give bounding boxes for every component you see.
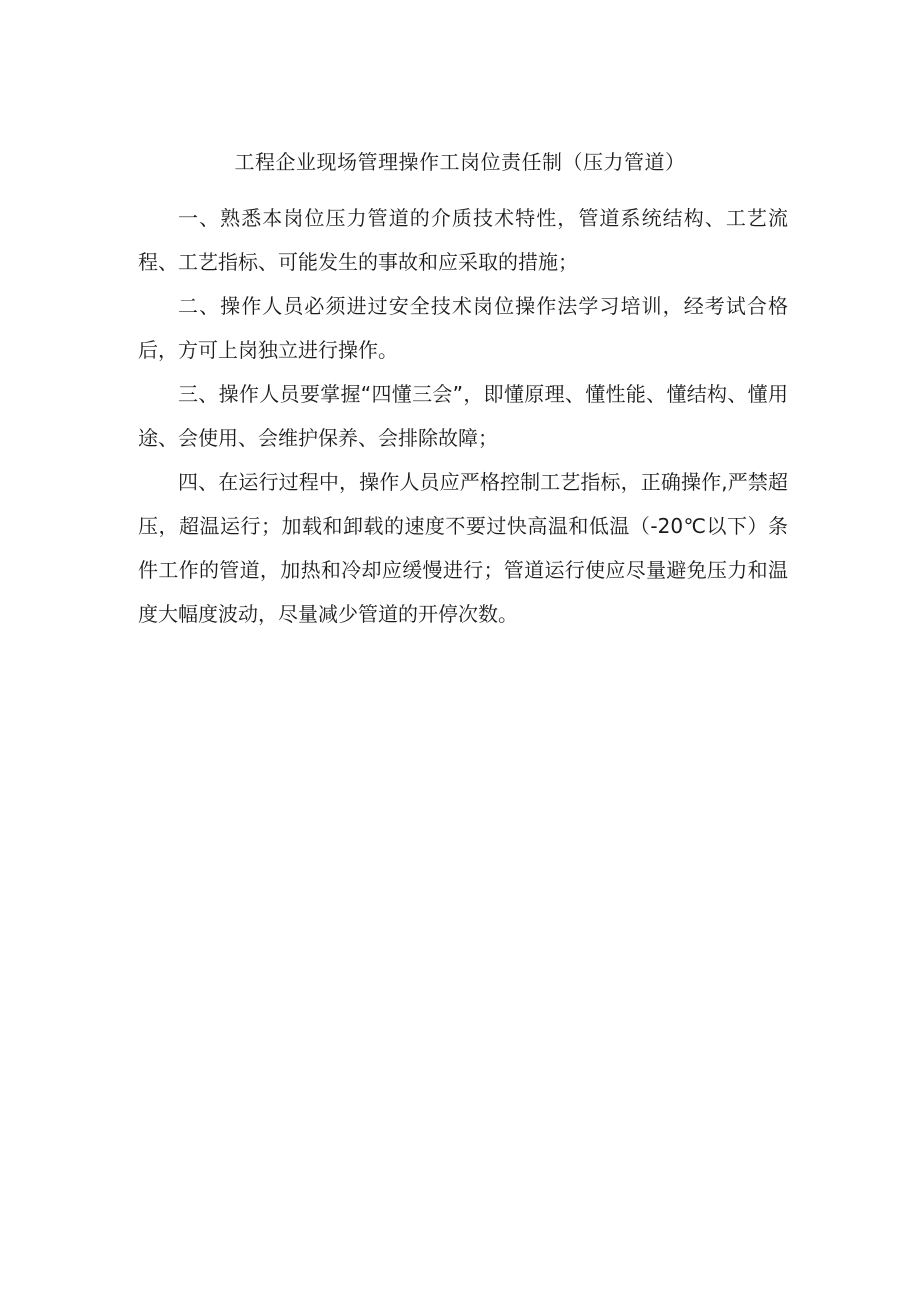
paragraph-4: 四、在运行过程中，操作人员应严格控制工艺指标，正确操作,严禁超压，超温运行；加载和卸载的速度不要过快高温和低温（-20℃以下）条件工作的管道，加热和冷却应缓慢进行；管道运行使应尽量避免压力和温度大幅度波动，尽量减少管道的开停次数。 <box>138 470 788 626</box>
document-title: 工程企业现场管理操作工岗位责任制（压力管道） <box>234 150 686 174</box>
document-body <box>138 196 788 636</box>
paragraph-1: 一、熟悉本岗位压力管道的介质技术特性，管道系统结构、工艺流程、工艺指标、可能发生的事故和应采取的措施； <box>138 206 788 274</box>
paragraph-3: 三、操作人员要掌握“四懂三会”，即懂原理、懂性能、懂结构、懂用途、会使用、会维护保养、会排除故障； <box>138 382 788 450</box>
paragraph-2: 二、操作人员必须进过安全技术岗位操作法学习培训，经考试合格后，方可上岗独立进行操作。 <box>138 294 788 362</box>
